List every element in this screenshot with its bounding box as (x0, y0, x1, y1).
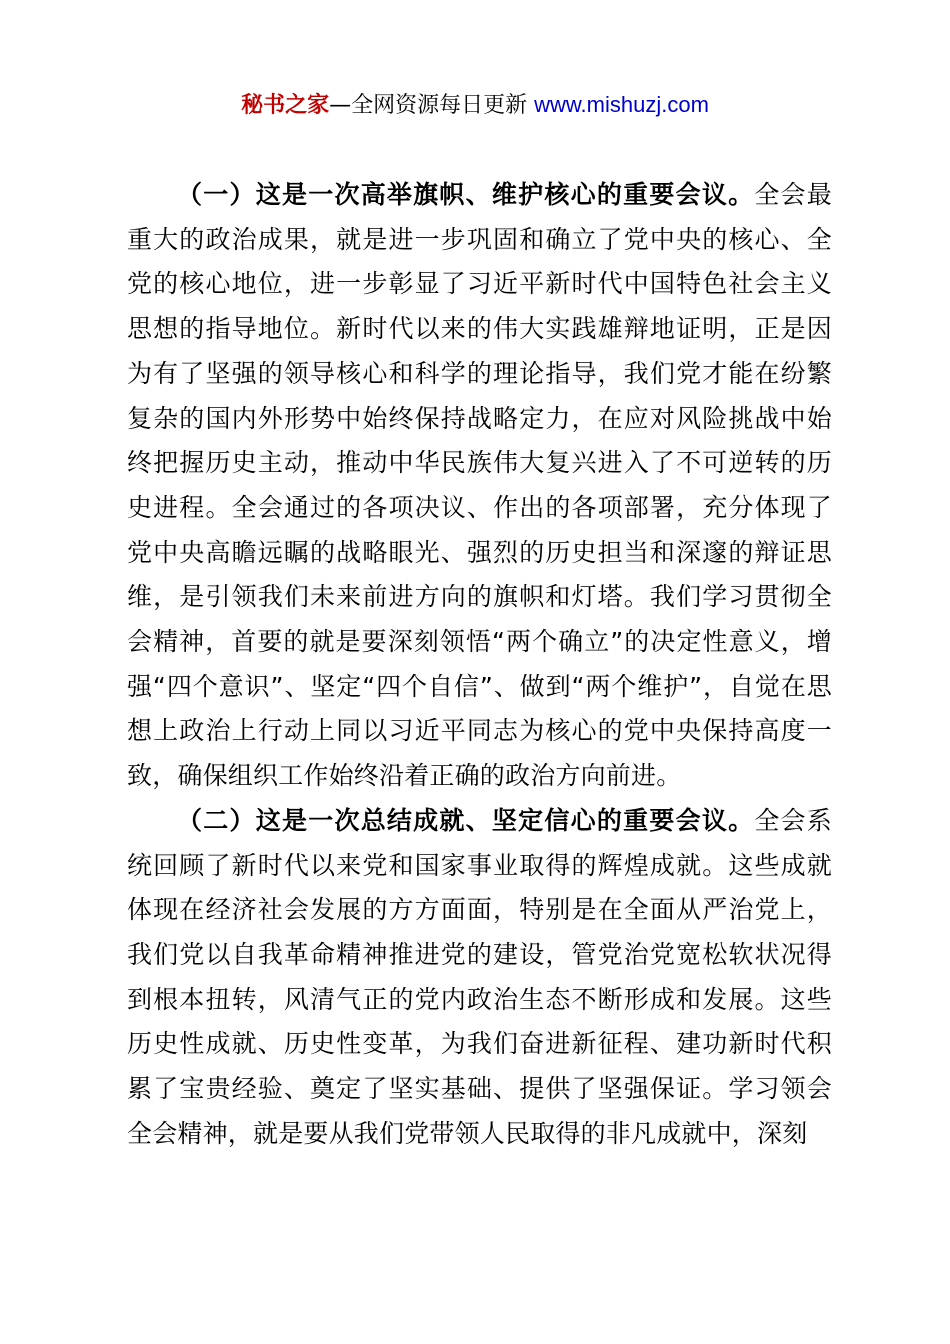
header-tagline: —全网资源每日更新 (329, 93, 535, 118)
paragraph-2-text: 全会系统回顾了新时代以来党和国家事业取得的辉煌成就。这些成就体现在经济社会发展的方方面面，特别是在全面从严治党上，我们党以自我革命精神推进党的建设，管党治党宽松软状况得到根本扭转，风清气正的党内政治生态不断形成和发展。这些历史性成就、历史性变革，为我们奋进新征程、建功新时代积累了宝贵经验、奠定了坚实基础、提供了坚强保证。学习领会全会精神，就是要从我们党带领人民取得的非凡成就中，深刻 (127, 805, 832, 1148)
paragraph-1 (127, 173, 832, 799)
page-header (0, 88, 950, 123)
paragraph-2 (127, 799, 832, 1157)
paragraph-1-heading: （一）这是一次高举旗帜、维护核心的重要会议。 (177, 180, 755, 209)
paragraph-2-heading: （二）这是一次总结成就、坚定信心的重要会议。 (177, 805, 755, 835)
site-url-link[interactable]: www.mishuzj.com (534, 92, 709, 117)
document-body (127, 173, 832, 1156)
paragraph-1-text: 全会最重大的政治成果，就是进一步巩固和确立了党中央的核心、全党的核心地位，进一步彰显了习近平新时代中国特色社会主义思想的指导地位。新时代以来的伟大实践雄辩地证明，正是因为有了坚强的领导核心和科学的理论指导，我们党才能在纷繁复杂的国内外形势中始终保持战略定力，在应对风险挑战中始终把握历史主动，推动中华民族伟大复兴进入了不可逆转的历史进程。全会通过的各项决议、作出的各项部署，充分体现了党中央高瞻远瞩的战略眼光、强烈的历史担当和深邃的辩证思维，是引领我们未来前进方向的旗帜和灯塔。我们学习贯彻全会精神，首要的就是要深刻领悟“两个确立”的决定性意义，增强“四个意识”、坚定“四个自信”、做到“两个维护”，自觉在思想上政治上行动上同以习近平同志为核心的党中央保持高度一致，确保组织工作始终沿着正确的政治方向前进。 (127, 180, 832, 791)
brand-name: 秘书之家 (241, 93, 330, 118)
